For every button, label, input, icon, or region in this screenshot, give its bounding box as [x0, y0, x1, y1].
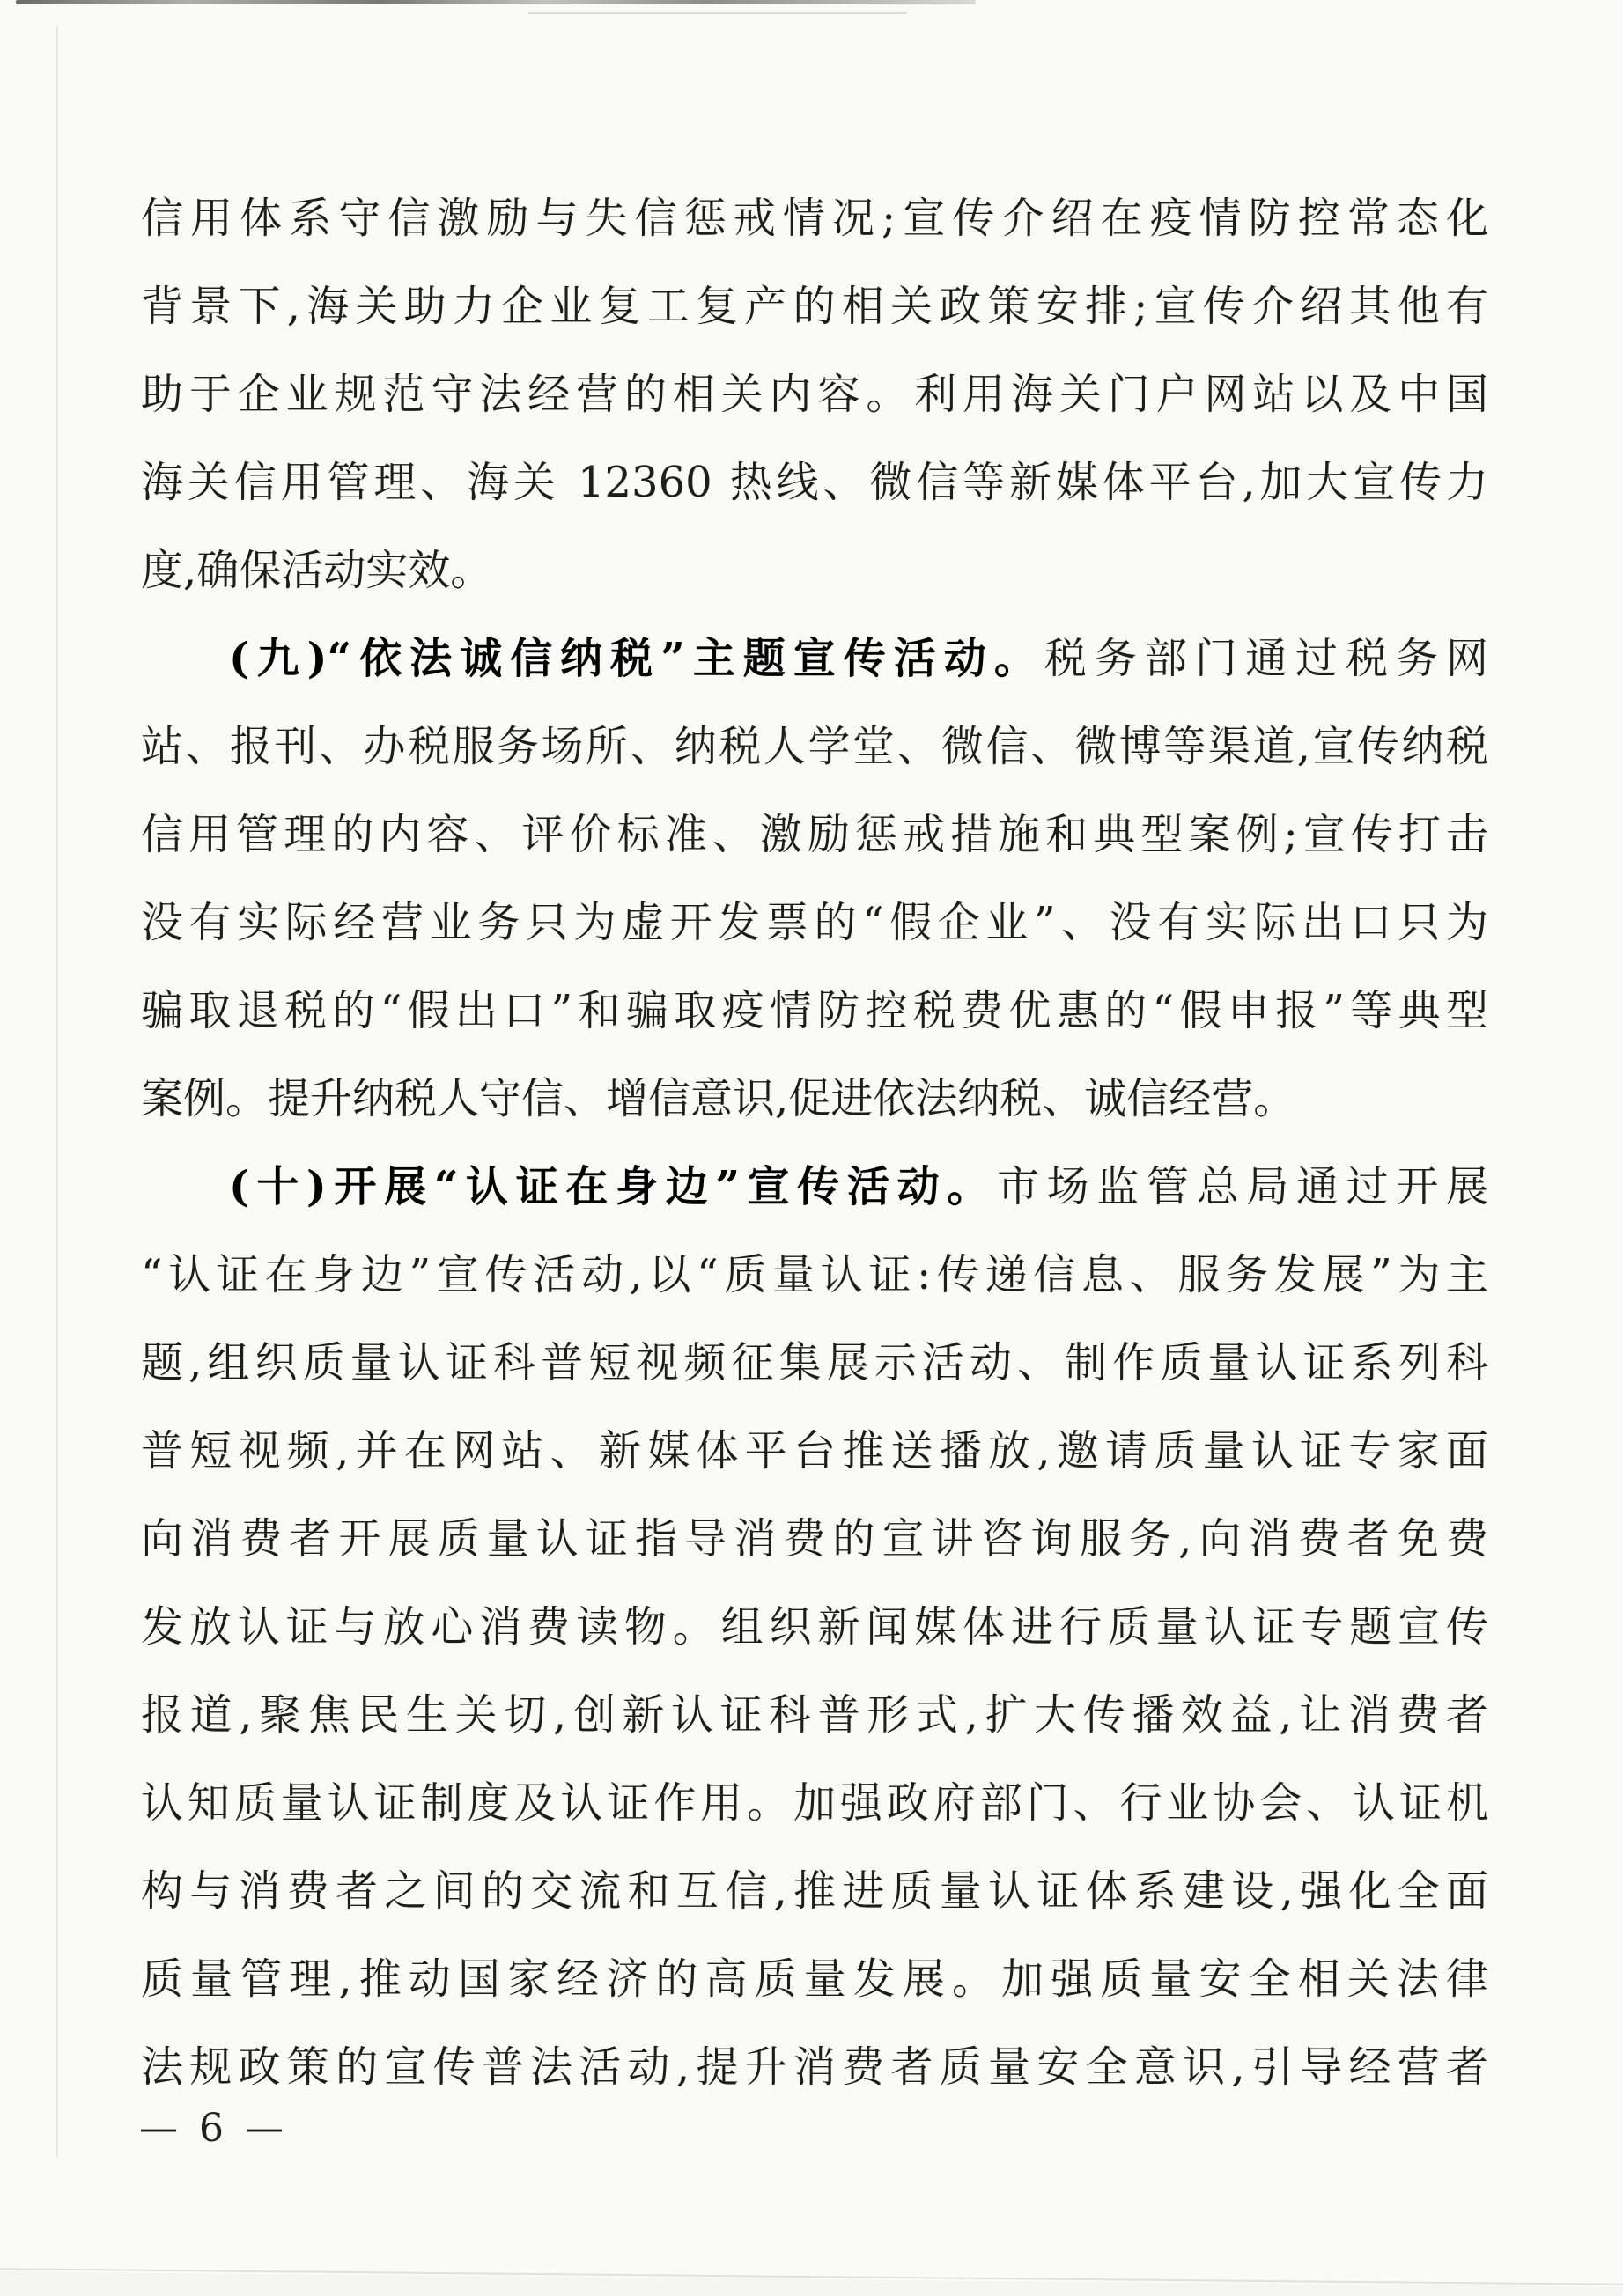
text-segment: 没有实际经营业务只为虚开发票的“假企业”、没有实际出口只为: [141, 898, 1488, 947]
text-segment: 市场监管总局通过开展: [996, 1162, 1488, 1211]
text-segment: 普短视频,并在网站、新媒体平台推送播放,邀请质量认证专家面: [141, 1426, 1488, 1475]
text-line: [141, 1407, 1488, 1495]
scan-top-edge-artifact-2: [528, 12, 907, 14]
text-line: [141, 1759, 1488, 1847]
text-segment: 助于企业规范守法经营的相关内容。利用海关门户网站以及中国: [141, 370, 1488, 419]
text-line: [141, 1583, 1488, 1671]
scan-left-edge-line: [56, 26, 58, 2157]
text-line: [141, 1847, 1488, 1935]
text-line: [141, 1055, 1488, 1143]
document-body: [141, 174, 1488, 2111]
text-segment: 海关信用管理、海关 12360 热线、微信等新媒体平台,加大宣传力: [141, 458, 1488, 507]
footer-left-dash: —: [139, 2106, 178, 2151]
text-segment: 发放认证与放心消费读物。组织新闻媒体进行质量认证专题宣传: [141, 1602, 1488, 1652]
text-segment: 法规政策的宣传普法活动,提升消费者质量安全意识,引导经营者: [141, 2042, 1488, 2092]
text-segment: 题,组织质量认证科普短视频征集展示活动、制作质量认证系列科: [141, 1338, 1488, 1387]
text-line: [141, 262, 1488, 350]
text-segment: 报道,聚焦民生关切,创新认证科普形式,扩大传播效益,让消费者: [141, 1690, 1488, 1740]
text-segment: 税务部门通过税务网: [1044, 634, 1488, 683]
text-segment: 信用管理的内容、评价标准、激励惩戒措施和典型案例;宣传打击: [141, 810, 1488, 859]
text-segment-bold-heading: (十)开展“认证在身边”宣传活动。: [229, 1162, 997, 1211]
text-line: [141, 1935, 1488, 2023]
text-line: [141, 967, 1488, 1055]
text-line: [141, 791, 1488, 879]
text-segment-bold-heading: (九)“依法诚信纳税”主题宣传活动。: [229, 634, 1044, 683]
page-number: 6: [199, 2106, 224, 2151]
text-line: [141, 1319, 1488, 1407]
text-segment: 质量管理,推动国家经济的高质量发展。加强质量安全相关法律: [141, 1954, 1488, 2004]
text-line: [141, 350, 1488, 438]
text-line: [141, 438, 1488, 526]
text-line: [141, 1495, 1488, 1583]
text-segment: 站、报刊、办税服务场所、纳税人学堂、微信、微博等渠道,宣传纳税: [141, 722, 1488, 771]
text-line: [141, 879, 1488, 967]
text-line: [141, 614, 1488, 703]
text-line: [141, 703, 1488, 791]
text-segment: 度,确保活动实效。: [141, 546, 493, 595]
text-line: [141, 526, 1488, 614]
page-footer: [139, 2106, 284, 2152]
text-line: [141, 1231, 1488, 1319]
footer-right-dash: —: [245, 2106, 284, 2151]
text-segment: “认证在身边”宣传活动,以“质量认证:传递信息、服务发展”为主: [141, 1250, 1488, 1299]
text-line: [141, 2023, 1488, 2111]
text-line: [141, 1671, 1488, 1759]
text-segment: 认知质量认证制度及认证作用。加强政府部门、行业协会、认证机: [141, 1778, 1488, 1828]
text-segment: 构与消费者之间的交流和互信,推进质量认证体系建设,强化全面: [141, 1866, 1488, 1916]
text-segment: 案例。提升纳税人守信、增信意识,促进依法纳税、诚信经营。: [141, 1074, 1296, 1123]
text-segment: 向消费者开展质量认证指导消费的宣讲咨询服务,向消费者免费: [141, 1514, 1488, 1564]
text-segment: 骗取退税的“假出口”和骗取疫情防控税费优惠的“假申报”等典型: [141, 986, 1488, 1035]
text-line: [141, 1143, 1488, 1231]
text-segment: 信用体系守信激励与失信惩戒情况;宣传介绍在疫情防控常态化: [141, 194, 1488, 243]
text-segment: 背景下,海关助力企业复工复产的相关政策安排;宣传介绍其他有: [141, 282, 1488, 331]
text-line: [141, 174, 1488, 262]
scan-top-edge-artifact: [16, 0, 976, 4]
